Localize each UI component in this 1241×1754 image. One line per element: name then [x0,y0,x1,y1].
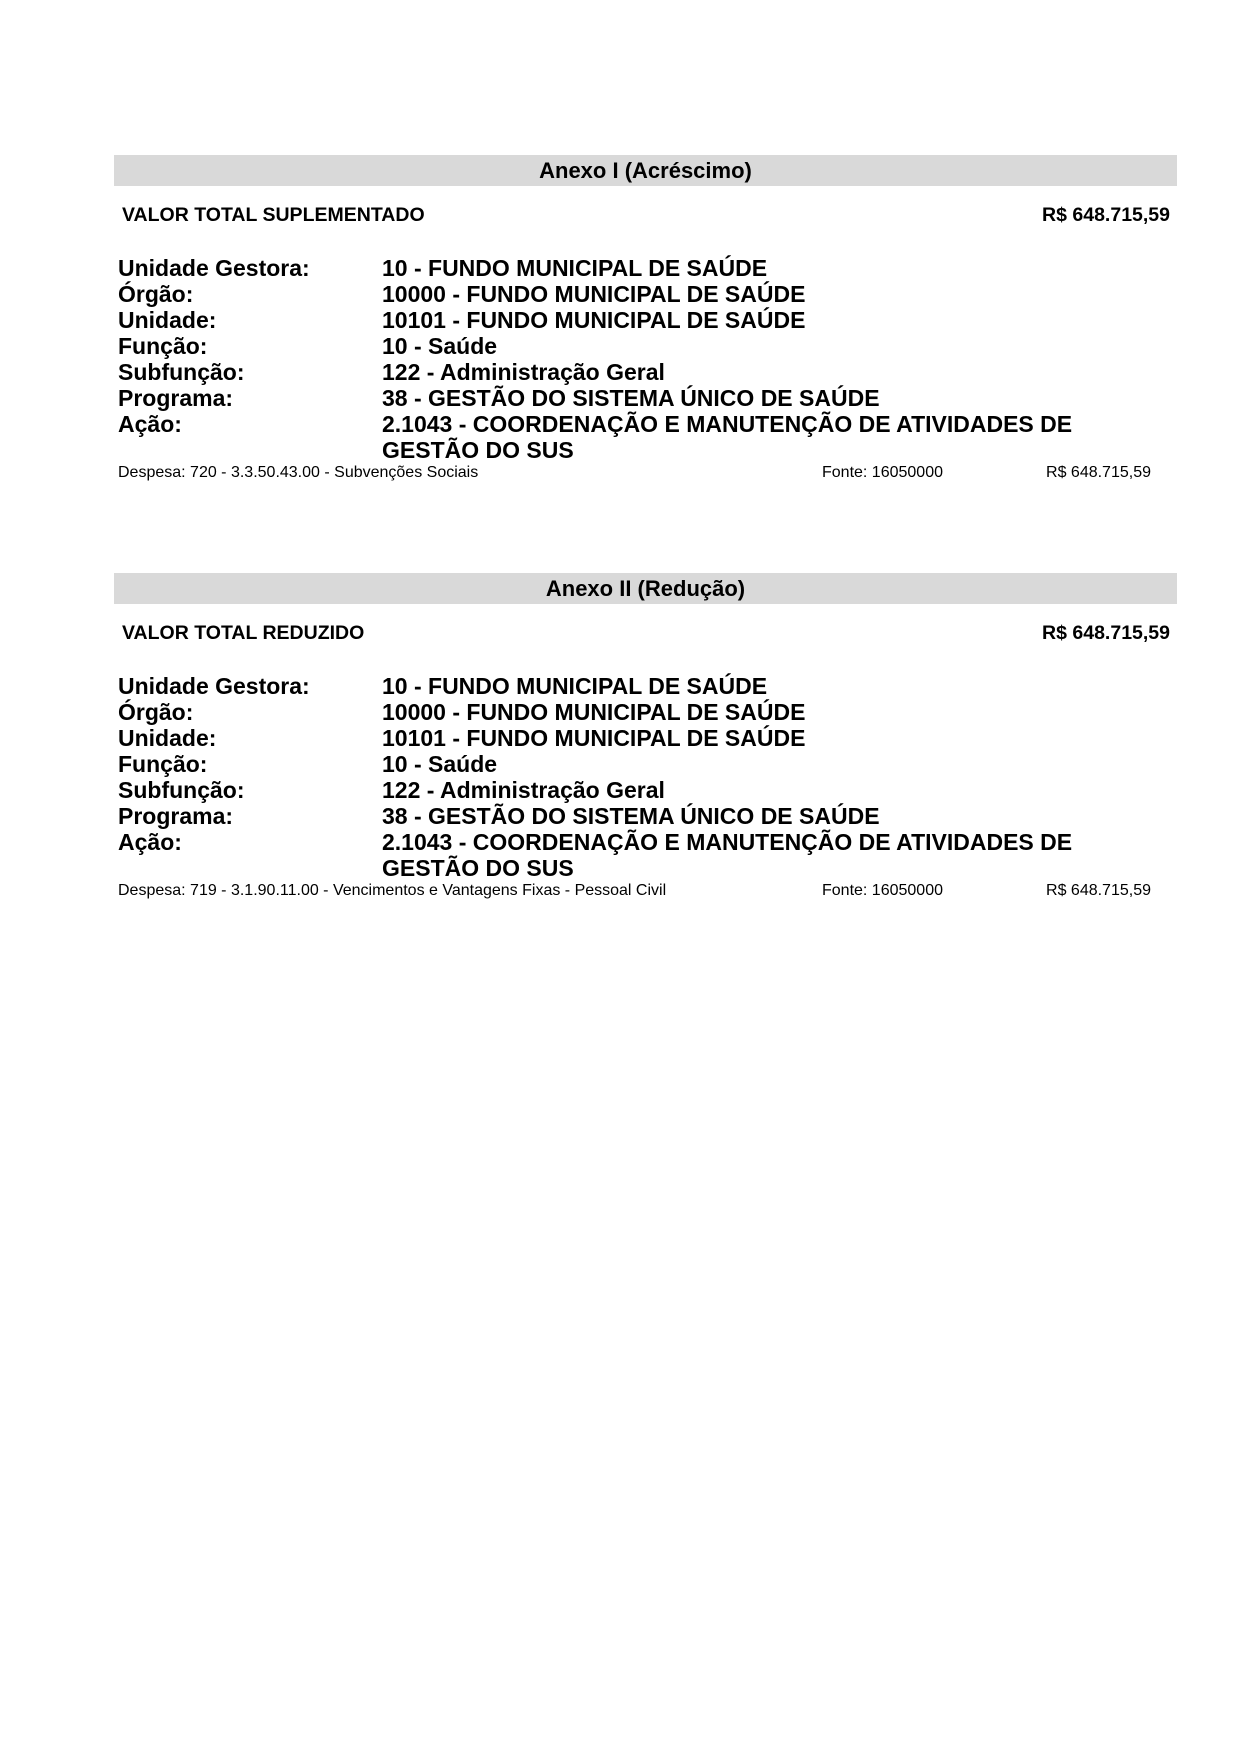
field-unidade-gestora [114,255,1177,281]
field-label: Função: [118,333,208,359]
field-value: 2.1043 - COORDENAÇÃO E MANUTENÇÃO DE ATIVIDADES DE GESTÃO DO SUS [382,829,1073,881]
field-label: Órgão: [118,281,194,307]
field-label: Ação: [118,411,182,437]
field-label: Subfunção: [118,359,245,385]
field-orgao [114,699,1177,725]
field-label: Programa: [118,385,234,411]
field-label: Unidade Gestora: [118,255,310,281]
field-unidade-gestora [114,673,1177,699]
annex-section [114,573,1177,904]
field-label: Função: [118,751,208,777]
field-label: Unidade: [118,725,217,751]
field-label: Programa: [118,803,234,829]
field-value: 122 - Administração Geral [382,359,665,385]
field-unidade [114,307,1177,333]
field-label: Unidade Gestora: [118,673,310,699]
field-label: Órgão: [118,699,194,725]
expense-value: R$ 648.715,59 [1046,464,1151,481]
total-value: R$ 648.715,59 [1042,622,1170,644]
expense-description: Despesa: 719 - 3.1.90.11.00 - Vencimentos e Vantagens Fixas - Pessoal Civil [118,882,667,899]
total-label: VALOR TOTAL SUPLEMENTADO [122,204,425,226]
field-label: Ação: [118,829,182,855]
total-label: VALOR TOTAL REDUZIDO [122,622,365,644]
total-value: R$ 648.715,59 [1042,204,1170,226]
field-value: 10000 - FUNDO MUNICIPAL DE SAÚDE [382,699,806,725]
field-funcao [114,751,1177,777]
total-row [114,204,1177,230]
expense-row [114,464,1177,486]
field-value: 38 - GESTÃO DO SISTEMA ÚNICO DE SAÚDE [382,385,880,411]
field-value: 10 - FUNDO MUNICIPAL DE SAÚDE [382,255,768,281]
field-label: Unidade: [118,307,217,333]
annex-title: Anexo I (Acréscimo) [114,155,1177,186]
annex-section [114,155,1177,486]
expense-source: Fonte: 16050000 [822,464,943,481]
field-funcao [114,333,1177,359]
field-value: 10101 - FUNDO MUNICIPAL DE SAÚDE [382,307,806,333]
field-programa [114,385,1177,411]
expense-description: Despesa: 720 - 3.3.50.43.00 - Subvenções Sociais [118,464,479,481]
field-value: 10101 - FUNDO MUNICIPAL DE SAÚDE [382,725,806,751]
field-value: 10 - FUNDO MUNICIPAL DE SAÚDE [382,673,768,699]
field-orgao [114,281,1177,307]
field-value: 2.1043 - COORDENAÇÃO E MANUTENÇÃO DE ATIVIDADES DE GESTÃO DO SUS [382,411,1073,463]
field-acao [114,411,1177,463]
field-value: 38 - GESTÃO DO SISTEMA ÚNICO DE SAÚDE [382,803,880,829]
budget-fields [114,255,1177,463]
annex-title: Anexo II (Redução) [114,573,1177,604]
budget-fields [114,673,1177,881]
field-value: 10 - Saúde [382,333,498,359]
expense-source: Fonte: 16050000 [822,882,943,899]
expense-value: R$ 648.715,59 [1046,882,1151,899]
expense-row [114,882,1177,904]
field-value: 10000 - FUNDO MUNICIPAL DE SAÚDE [382,281,806,307]
field-programa [114,803,1177,829]
field-subfuncao [114,359,1177,385]
total-row [114,622,1177,648]
field-value: 10 - Saúde [382,751,498,777]
field-value: 122 - Administração Geral [382,777,665,803]
field-acao [114,829,1177,881]
field-label: Subfunção: [118,777,245,803]
field-unidade [114,725,1177,751]
field-subfuncao [114,777,1177,803]
